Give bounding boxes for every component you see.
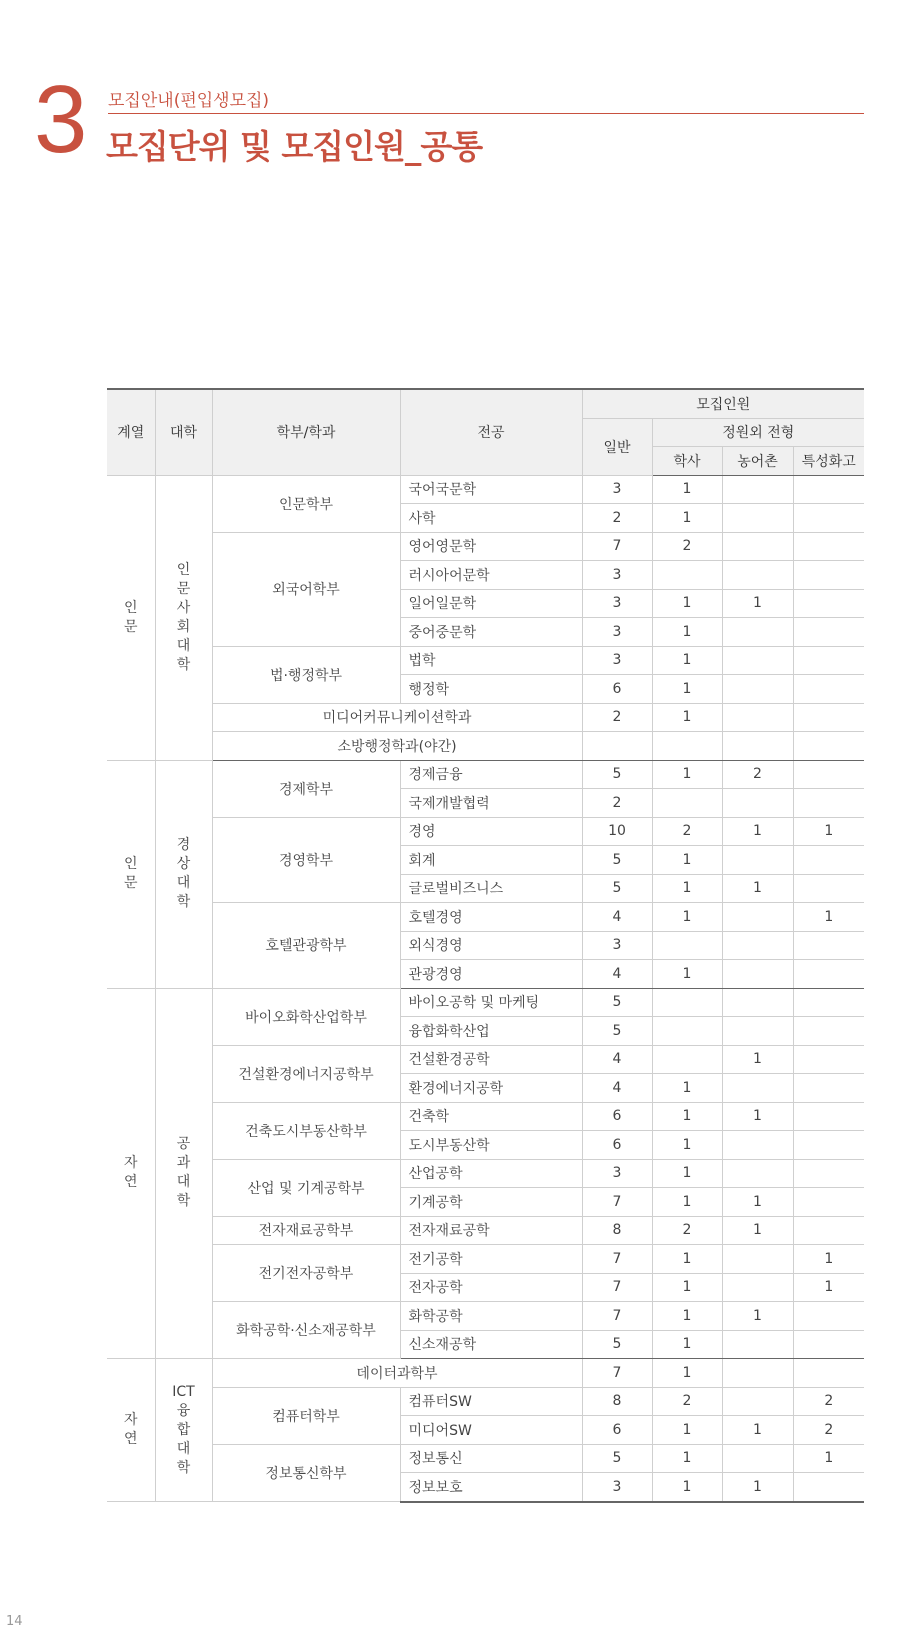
dept-cell: 미디어커뮤니케이션학과 — [212, 703, 582, 732]
specialized-count — [793, 618, 864, 647]
general-count: 5 — [582, 1444, 652, 1473]
major-cell: 외식경영 — [400, 931, 582, 960]
specialized-count — [793, 504, 864, 533]
header-general: 일반 — [582, 418, 652, 475]
general-count: 5 — [582, 846, 652, 875]
bachelor-count: 1 — [652, 1159, 722, 1188]
major-cell: 러시아어문학 — [400, 561, 582, 590]
dept-cell: 데이터과학부 — [212, 1359, 582, 1388]
general-count: 5 — [582, 1017, 652, 1046]
rural-count: 1 — [722, 1102, 793, 1131]
header-specialized: 특성화고 — [793, 447, 864, 476]
general-count: 3 — [582, 589, 652, 618]
specialized-count: 1 — [793, 817, 864, 846]
dept-cell: 정보통신학부 — [212, 1444, 400, 1502]
major-cell: 영어영문학 — [400, 532, 582, 561]
bachelor-count: 2 — [652, 817, 722, 846]
header-extra: 정원외 전형 — [652, 418, 864, 447]
header-major: 전공 — [400, 389, 582, 475]
major-cell: 기계공학 — [400, 1188, 582, 1217]
rural-count — [722, 1359, 793, 1388]
table-row — [107, 1216, 864, 1245]
dept-cell: 인문학부 — [212, 475, 400, 532]
bachelor-count: 1 — [652, 1330, 722, 1359]
general-count: 8 — [582, 1216, 652, 1245]
general-count: 4 — [582, 1074, 652, 1103]
specialized-count: 1 — [793, 1273, 864, 1302]
bachelor-count: 1 — [652, 646, 722, 675]
rural-count — [722, 903, 793, 932]
table-row — [107, 732, 864, 761]
rural-count: 1 — [722, 1416, 793, 1445]
general-count: 3 — [582, 475, 652, 504]
bachelor-count: 2 — [652, 532, 722, 561]
bachelor-count — [652, 1017, 722, 1046]
dept-cell: 경영학부 — [212, 817, 400, 903]
general-count: 4 — [582, 1045, 652, 1074]
header-bachelor: 학사 — [652, 447, 722, 476]
general-count: 2 — [582, 504, 652, 533]
specialized-count — [793, 874, 864, 903]
major-cell: 바이오공학 및 마케팅 — [400, 988, 582, 1017]
table-row — [107, 475, 864, 504]
quota-table-body — [107, 475, 864, 1502]
table-row — [107, 1245, 864, 1274]
table-row — [107, 1387, 864, 1416]
rural-count: 1 — [722, 874, 793, 903]
field-cell: 인 문 — [107, 475, 155, 760]
general-count: 4 — [582, 960, 652, 989]
college-cell: 경 상 대 학 — [155, 760, 212, 988]
table-row — [107, 703, 864, 732]
bachelor-count: 1 — [652, 1416, 722, 1445]
page-number: 14 — [6, 1614, 23, 1629]
table-row — [107, 817, 864, 846]
specialized-count — [793, 475, 864, 504]
field-cell: 자 연 — [107, 988, 155, 1359]
general-count: 3 — [582, 618, 652, 647]
specialized-count: 2 — [793, 1387, 864, 1416]
header-field: 계열 — [107, 389, 155, 475]
section-divider — [108, 113, 864, 114]
rural-count — [722, 1017, 793, 1046]
rural-count: 1 — [722, 1302, 793, 1331]
bachelor-count: 1 — [652, 675, 722, 704]
specialized-count — [793, 1188, 864, 1217]
specialized-count — [793, 1102, 864, 1131]
general-count: 5 — [582, 988, 652, 1017]
major-cell: 글로벌비즈니스 — [400, 874, 582, 903]
bachelor-count: 1 — [652, 1074, 722, 1103]
table-row — [107, 1359, 864, 1388]
major-cell: 산업공학 — [400, 1159, 582, 1188]
rural-count — [722, 1159, 793, 1188]
general-count: 7 — [582, 1245, 652, 1274]
major-cell: 전기공학 — [400, 1245, 582, 1274]
rural-count — [722, 1444, 793, 1473]
rural-count — [722, 1273, 793, 1302]
rural-count — [722, 732, 793, 761]
rural-count: 1 — [722, 817, 793, 846]
dept-cell: 컴퓨터학부 — [212, 1387, 400, 1444]
general-count: 3 — [582, 1473, 652, 1502]
rural-count — [722, 504, 793, 533]
bachelor-count: 1 — [652, 1302, 722, 1331]
general-count: 7 — [582, 532, 652, 561]
bachelor-count: 1 — [652, 1102, 722, 1131]
rural-count: 1 — [722, 1045, 793, 1074]
specialized-count: 1 — [793, 903, 864, 932]
section-number: 3 — [34, 66, 88, 173]
bachelor-count — [652, 1045, 722, 1074]
general-count: 6 — [582, 675, 652, 704]
quota-table — [107, 388, 864, 1503]
table-row — [107, 1444, 864, 1473]
table-row — [107, 1045, 864, 1074]
specialized-count — [793, 561, 864, 590]
rural-count — [722, 789, 793, 818]
rural-count — [722, 532, 793, 561]
major-cell: 정보보호 — [400, 1473, 582, 1502]
bachelor-count: 1 — [652, 504, 722, 533]
general-count: 7 — [582, 1359, 652, 1388]
specialized-count — [793, 589, 864, 618]
bachelor-count: 1 — [652, 475, 722, 504]
rural-count — [722, 931, 793, 960]
specialized-count — [793, 1074, 864, 1103]
header-college: 대학 — [155, 389, 212, 475]
rural-count: 1 — [722, 589, 793, 618]
rural-count — [722, 1131, 793, 1160]
general-count: 8 — [582, 1387, 652, 1416]
specialized-count — [793, 1330, 864, 1359]
bachelor-count — [652, 561, 722, 590]
major-cell: 사학 — [400, 504, 582, 533]
general-count: 7 — [582, 1188, 652, 1217]
major-cell: 건축학 — [400, 1102, 582, 1131]
specialized-count: 1 — [793, 1245, 864, 1274]
specialized-count: 2 — [793, 1416, 864, 1445]
dept-cell: 외국어학부 — [212, 532, 400, 646]
rural-count — [722, 475, 793, 504]
general-count: 6 — [582, 1416, 652, 1445]
dept-cell: 법·행정학부 — [212, 646, 400, 703]
bachelor-count: 1 — [652, 703, 722, 732]
specialized-count — [793, 675, 864, 704]
specialized-count — [793, 988, 864, 1017]
specialized-count — [793, 1131, 864, 1160]
specialized-count — [793, 1359, 864, 1388]
dept-cell: 산업 및 기계공학부 — [212, 1159, 400, 1216]
table-row — [107, 1102, 864, 1131]
rural-count — [722, 988, 793, 1017]
dept-cell: 호텔관광학부 — [212, 903, 400, 989]
bachelor-count — [652, 988, 722, 1017]
general-count: 3 — [582, 561, 652, 590]
rural-count — [722, 960, 793, 989]
rural-count — [722, 1245, 793, 1274]
major-cell: 미디어SW — [400, 1416, 582, 1445]
major-cell: 컴퓨터SW — [400, 1387, 582, 1416]
rural-count — [722, 675, 793, 704]
specialized-count — [793, 1473, 864, 1502]
bachelor-count: 1 — [652, 1359, 722, 1388]
major-cell: 국제개발협력 — [400, 789, 582, 818]
general-count: 7 — [582, 1302, 652, 1331]
general-count: 10 — [582, 817, 652, 846]
header-quota: 모집인원 — [582, 389, 864, 418]
major-cell: 회계 — [400, 846, 582, 875]
specialized-count — [793, 532, 864, 561]
dept-cell: 건축도시부동산학부 — [212, 1102, 400, 1159]
general-count: 3 — [582, 931, 652, 960]
bachelor-count — [652, 789, 722, 818]
table-row — [107, 903, 864, 932]
specialized-count — [793, 1045, 864, 1074]
major-cell: 관광경영 — [400, 960, 582, 989]
major-cell: 환경에너지공학 — [400, 1074, 582, 1103]
major-cell: 행정학 — [400, 675, 582, 704]
general-count: 5 — [582, 760, 652, 789]
header-dept: 학부/학과 — [212, 389, 400, 475]
specialized-count — [793, 732, 864, 761]
bachelor-count: 1 — [652, 1273, 722, 1302]
general-count: 5 — [582, 1330, 652, 1359]
bachelor-count: 2 — [652, 1387, 722, 1416]
table-row — [107, 532, 864, 561]
major-cell: 경영 — [400, 817, 582, 846]
section-title: 모집단위 및 모집인원_공통 — [106, 127, 483, 166]
header-rural: 농어촌 — [722, 447, 793, 476]
general-count: 3 — [582, 1159, 652, 1188]
college-cell: 인 문 사 회 대 학 — [155, 475, 212, 760]
major-cell: 정보통신 — [400, 1444, 582, 1473]
general-count — [582, 732, 652, 761]
rural-count — [722, 846, 793, 875]
major-cell: 중어중문학 — [400, 618, 582, 647]
bachelor-count: 1 — [652, 846, 722, 875]
rural-count — [722, 1074, 793, 1103]
major-cell: 호텔경영 — [400, 903, 582, 932]
table-row — [107, 988, 864, 1017]
dept-cell: 바이오화학산업학부 — [212, 988, 400, 1045]
general-count: 5 — [582, 874, 652, 903]
dept-cell: 소방행정학과(야간) — [212, 732, 582, 761]
college-cell: 공 과 대 학 — [155, 988, 212, 1359]
bachelor-count: 1 — [652, 1444, 722, 1473]
table-row — [107, 1302, 864, 1331]
major-cell: 신소재공학 — [400, 1330, 582, 1359]
specialized-count: 1 — [793, 1444, 864, 1473]
quota-table-header — [107, 389, 864, 475]
dept-cell: 전기전자공학부 — [212, 1245, 400, 1302]
section-subtitle: 모집안내(편입생모집) — [108, 91, 270, 111]
specialized-count — [793, 760, 864, 789]
specialized-count — [793, 1159, 864, 1188]
major-cell: 건설환경공학 — [400, 1045, 582, 1074]
rural-count: 2 — [722, 760, 793, 789]
major-cell: 전자공학 — [400, 1273, 582, 1302]
general-count: 6 — [582, 1131, 652, 1160]
general-count: 2 — [582, 789, 652, 818]
major-cell: 경제금융 — [400, 760, 582, 789]
bachelor-count: 1 — [652, 1473, 722, 1502]
bachelor-count: 1 — [652, 618, 722, 647]
general-count: 2 — [582, 703, 652, 732]
major-cell: 화학공학 — [400, 1302, 582, 1331]
rural-count — [722, 703, 793, 732]
bachelor-count: 1 — [652, 903, 722, 932]
dept-cell: 전자재료공학부 — [212, 1216, 400, 1245]
rural-count — [722, 646, 793, 675]
specialized-count — [793, 846, 864, 875]
general-count: 6 — [582, 1102, 652, 1131]
specialized-count — [793, 789, 864, 818]
table-row — [107, 1159, 864, 1188]
specialized-count — [793, 1302, 864, 1331]
bachelor-count — [652, 732, 722, 761]
bachelor-count — [652, 931, 722, 960]
bachelor-count: 2 — [652, 1216, 722, 1245]
specialized-count — [793, 703, 864, 732]
major-cell: 융합화학산업 — [400, 1017, 582, 1046]
dept-cell: 화학공학·신소재공학부 — [212, 1302, 400, 1359]
bachelor-count: 1 — [652, 760, 722, 789]
specialized-count — [793, 646, 864, 675]
bachelor-count: 1 — [652, 874, 722, 903]
rural-count — [722, 561, 793, 590]
general-count: 7 — [582, 1273, 652, 1302]
specialized-count — [793, 960, 864, 989]
major-cell: 국어국문학 — [400, 475, 582, 504]
rural-count: 1 — [722, 1188, 793, 1217]
bachelor-count: 1 — [652, 1245, 722, 1274]
field-cell: 인 문 — [107, 760, 155, 988]
college-cell: ICT 융 합 대 학 — [155, 1359, 212, 1502]
rural-count: 1 — [722, 1473, 793, 1502]
major-cell: 법학 — [400, 646, 582, 675]
bachelor-count: 1 — [652, 1131, 722, 1160]
bachelor-count: 1 — [652, 1188, 722, 1217]
rural-count — [722, 618, 793, 647]
table-row — [107, 646, 864, 675]
dept-cell: 경제학부 — [212, 760, 400, 817]
rural-count — [722, 1387, 793, 1416]
major-cell: 전자재료공학 — [400, 1216, 582, 1245]
rural-count — [722, 1330, 793, 1359]
bachelor-count: 1 — [652, 589, 722, 618]
major-cell: 도시부동산학 — [400, 1131, 582, 1160]
bachelor-count: 1 — [652, 960, 722, 989]
dept-cell: 건설환경에너지공학부 — [212, 1045, 400, 1102]
table-row — [107, 760, 864, 789]
specialized-count — [793, 1216, 864, 1245]
general-count: 4 — [582, 903, 652, 932]
general-count: 3 — [582, 646, 652, 675]
major-cell: 일어일문학 — [400, 589, 582, 618]
specialized-count — [793, 1017, 864, 1046]
field-cell: 자 연 — [107, 1359, 155, 1502]
rural-count: 1 — [722, 1216, 793, 1245]
specialized-count — [793, 931, 864, 960]
